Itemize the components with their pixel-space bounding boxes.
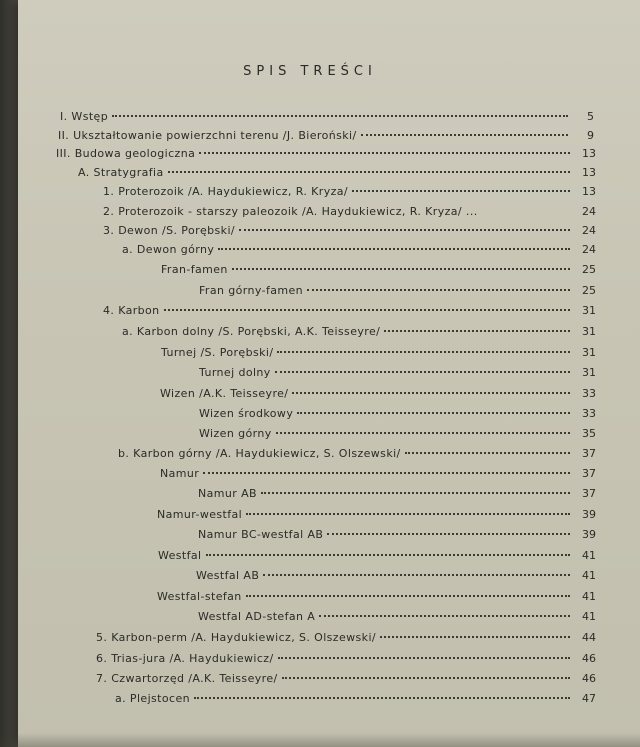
toc-entry-label: Wizen górny: [199, 427, 272, 440]
toc-entry-page: 39: [582, 508, 596, 521]
toc-entry-label: Turnej /S. Porębski/: [161, 346, 274, 359]
toc-entry: [96, 671, 596, 687]
toc-entry-label: a. Karbon dolny /S. Porębski, A.K. Teisseyre/: [122, 325, 381, 338]
toc-entry-page: 13: [582, 166, 596, 179]
dot-leader: [319, 615, 570, 617]
toc-entry-label: Namur BC-westfal AB: [198, 528, 324, 541]
dot-leader: [206, 554, 570, 556]
toc-entry-page: 47: [582, 692, 596, 705]
toc-entry: [115, 691, 596, 707]
toc-entry: [160, 466, 596, 482]
dot-leader: [292, 392, 570, 394]
toc-entry-label: Turnej dolny: [199, 366, 271, 379]
toc-entry: [198, 486, 596, 502]
toc-entry: [122, 242, 596, 258]
toc-entry-page: 46: [582, 652, 596, 665]
toc-entry-label: Wizen środkowy: [199, 407, 294, 420]
dot-leader: [246, 513, 570, 515]
page-bottom-shadow: [0, 733, 640, 747]
toc-entry-label: Westfal AD-stefan A: [198, 610, 316, 623]
toc-entry-label: 7. Czwartorzęd /A.K. Teisseyre/: [96, 672, 278, 685]
dot-leader: [384, 330, 570, 332]
toc-entry: [161, 345, 596, 361]
toc-entry-page: 31: [582, 366, 596, 379]
toc-entry: [199, 283, 596, 299]
dot-leader: [361, 134, 568, 136]
dot-leader: [307, 289, 570, 291]
toc-entry: [160, 386, 596, 402]
toc-entry: [96, 651, 596, 667]
dot-leader: [275, 371, 570, 373]
toc-entry-label: 5. Karbon-perm /A. Haydukiewicz, S. Olszewski/: [96, 631, 377, 644]
toc-entry: [78, 165, 596, 181]
toc-entry: [199, 426, 596, 442]
toc-entry-page: 37: [582, 487, 596, 500]
toc-entry: [198, 609, 596, 625]
dot-leader: [112, 115, 568, 117]
toc-entry-label: Fran górny-famen: [199, 284, 304, 297]
toc-entry-label: I. Wstęp: [60, 110, 109, 123]
toc-entry-label: II. Ukształtowanie powierzchni terenu /J. Bieroński/: [58, 129, 357, 142]
toc-entry-page: 37: [582, 467, 596, 480]
toc-entry-label: 1. Proterozoik /A. Haydukiewicz, R. Kryza/: [103, 185, 349, 198]
dot-leader: [327, 533, 570, 535]
toc-entry: [103, 223, 596, 239]
toc-entry: [158, 548, 596, 564]
toc-entry-page: 41: [582, 590, 596, 603]
toc-entry-label: a. Plejstocen: [115, 692, 191, 705]
toc-entry: [58, 128, 594, 144]
dot-leader: [297, 412, 570, 414]
toc-entry-page: 39: [582, 528, 596, 541]
toc-entry: [199, 406, 596, 422]
dot-leader: [194, 697, 570, 699]
toc-entry-label: b. Karbon górny /A. Haydukiewicz, S. Olszewski/: [118, 447, 401, 460]
toc-entry-label: Fran-famen: [161, 263, 228, 276]
dot-leader: [380, 636, 570, 638]
toc-entry: [96, 630, 596, 646]
toc-entry-label: Westfal-stefan: [157, 590, 242, 603]
dot-leader: [352, 190, 570, 192]
dot-leader: [218, 248, 570, 250]
dot-leader: [239, 229, 570, 231]
toc-entry-page: 37: [582, 447, 596, 460]
toc-entry: [103, 303, 596, 319]
dot-leader: [278, 657, 570, 659]
toc-entry-page: 13: [582, 185, 596, 198]
toc-entry: [56, 146, 596, 162]
toc-entry-label: 6. Trias-jura /A. Haydukiewicz/: [96, 652, 274, 665]
toc-entry: [157, 507, 596, 523]
toc-entry-label: Wizen /A.K. Teisseyre/: [160, 387, 289, 400]
toc-entry: [122, 324, 596, 340]
toc-entry-page: 41: [582, 549, 596, 562]
toc-entry-label: Namur-westfal: [157, 508, 243, 521]
toc-entry-page: 41: [582, 569, 596, 582]
toc-entry-label: Namur: [160, 467, 200, 480]
toc-entry-page: 5: [587, 110, 594, 123]
toc-entry: [161, 262, 596, 278]
dot-leader: [164, 309, 570, 311]
toc-entry: [103, 204, 596, 220]
toc-entry: [157, 589, 596, 605]
toc-entry-page: 33: [582, 387, 596, 400]
toc-entry-page: 44: [582, 631, 596, 644]
toc-entry-page: 35: [582, 427, 596, 440]
dot-leader: [261, 492, 570, 494]
toc-entry-label: Westfal: [158, 549, 202, 562]
toc-entry: [118, 446, 596, 462]
dot-leader: [405, 452, 570, 454]
toc-entry: [199, 365, 596, 381]
toc-entry: [103, 184, 596, 200]
toc-entry-label: 2. Proterozoik - starszy paleozoik /A. Haydukiewicz, R. Kryza/ ...: [103, 205, 478, 218]
dot-leader: [282, 677, 570, 679]
toc-entry: [60, 109, 594, 125]
toc-entry-label: A. Stratygrafia: [78, 166, 164, 179]
dot-leader: [263, 574, 570, 576]
toc-entry-page: 46: [582, 672, 596, 685]
page-title: SPIS TREŚCI: [243, 64, 377, 79]
toc-entry-page: 24: [582, 224, 596, 237]
dot-leader: [203, 472, 570, 474]
toc-entry-label: 4. Karbon: [103, 304, 160, 317]
toc-entry-page: 24: [582, 243, 596, 256]
toc-entry-page: 31: [582, 304, 596, 317]
toc-entry-page: 24: [582, 205, 596, 218]
toc-entry-page: 9: [587, 129, 594, 142]
toc-entry-page: 25: [582, 263, 596, 276]
dot-leader: [277, 351, 570, 353]
dot-leader: [246, 595, 570, 597]
toc-entry-label: III. Budowa geologiczna: [56, 147, 196, 160]
dot-leader: [276, 432, 570, 434]
toc-entry-page: 41: [582, 610, 596, 623]
toc-entry: [196, 568, 596, 584]
toc-entry-label: Westfal AB: [196, 569, 260, 582]
dot-leader: [232, 268, 570, 270]
toc-entry: [198, 527, 596, 543]
dot-leader: [199, 152, 570, 154]
toc-entry-label: a. Dewon górny: [122, 243, 215, 256]
toc-entry-label: 3. Dewon /S. Porębski/: [103, 224, 236, 237]
toc-entry-page: 13: [582, 147, 596, 160]
toc-entry-label: Namur AB: [198, 487, 257, 500]
toc-entry-page: 31: [582, 346, 596, 359]
toc-entry-page: 33: [582, 407, 596, 420]
toc-entry-page: 25: [582, 284, 596, 297]
toc-entry-page: 31: [582, 325, 596, 338]
dot-leader: [168, 171, 570, 173]
